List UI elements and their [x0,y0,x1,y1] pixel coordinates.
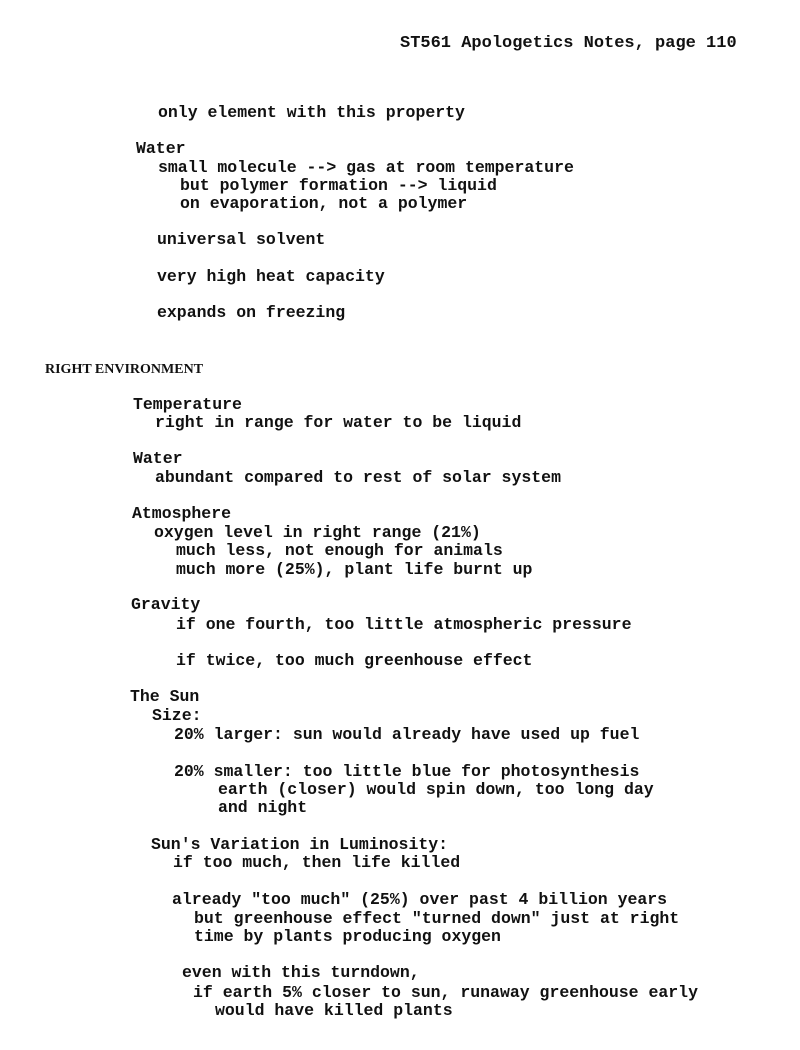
text-line: and night [218,798,308,817]
text-line: expands on freezing [157,303,346,322]
text-line: already "too much" (25%) over past 4 billion years [172,890,668,909]
text-line: but greenhouse effect "turned down" just at right [194,909,680,928]
text-line: much less, not enough for animals [176,541,503,560]
text-line: much more (25%), plant life burnt up [176,560,533,579]
text-line: but polymer formation --> liquid [180,176,497,195]
subheading-the-sun: The Sun [130,687,200,706]
text-line: right in range for water to be liquid [155,413,522,432]
subheading-gravity: Gravity [131,595,201,614]
text-line: on evaporation, not a polymer [180,194,468,213]
subheading-size: Size: [152,706,202,725]
text-line: would have killed plants [215,1001,453,1020]
text-line: time by plants producing oxygen [194,927,501,946]
subheading-temperature: Temperature [133,395,242,414]
subheading-atmosphere: Atmosphere [132,504,232,523]
text-line: only element with this property [158,103,465,122]
text-line: if twice, too much greenhouse effect [176,651,533,670]
text-line: abundant compared to rest of solar system [155,468,561,487]
subheading-water-2: Water [133,449,183,468]
text-line: if one fourth, too little atmospheric pressure [176,615,632,634]
text-line: if earth 5% closer to sun, runaway greenhouse early [193,983,698,1002]
text-line: small molecule --> gas at room temperature [158,158,574,177]
text-line: 20% smaller: too little blue for photosynthesis [174,762,640,781]
section-heading: RIGHT ENVIRONMENT [45,362,204,377]
subheading-water: Water [136,139,186,158]
text-line: 20% larger: sun would already have used up fuel [174,725,640,744]
text-line: very high heat capacity [157,267,385,286]
text-line: even with this turndown, [182,963,420,982]
page-header: ST561 Apologetics Notes, page 110 [400,34,737,53]
text-line: oxygen level in right range (21%) [154,523,481,542]
text-line: earth (closer) would spin down, too long day [218,780,654,799]
text-line: universal solvent [157,230,326,249]
subheading-luminosity: Sun's Variation in Luminosity: [151,835,449,854]
text-line: if too much, then life killed [173,853,461,872]
